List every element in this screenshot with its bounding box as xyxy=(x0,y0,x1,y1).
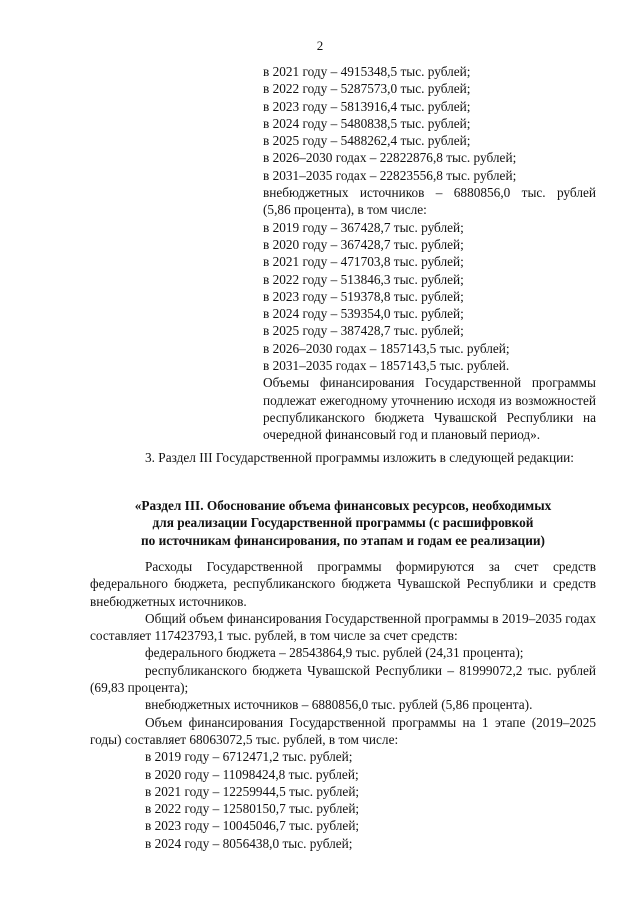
list-item: в 2022 году – 513846,3 тыс. рублей; xyxy=(263,271,464,287)
list-item: в 2024 году – 8056438,0 тыс. рублей; xyxy=(145,835,353,851)
list-item: в 2031–2035 годах – 1857143,5 тыс. рублей. xyxy=(263,358,510,374)
amendment-paragraph: 3. Раздел III Государственной программы изложить в следующей редакции: xyxy=(145,450,574,465)
list-item: в 2021 году – 471703,8 тыс. рублей; xyxy=(263,254,464,270)
list-item: в 2031–2035 годах – 22823556,8 тыс. рублей; xyxy=(263,167,517,183)
list-item: в 2023 году – 5813916,4 тыс. рублей; xyxy=(263,98,471,114)
list-item: в 2020 году – 367428,7 тыс. рублей; xyxy=(263,236,464,252)
item-3 xyxy=(90,449,596,466)
list-item: в 2021 году – 12259944,5 тыс. рублей; xyxy=(145,783,360,799)
heading-line: «Раздел III. Обоснование объема финансовых ресурсов, необходимых xyxy=(134,498,552,513)
list-item: в 2024 году – 539354,0 тыс. рублей; xyxy=(263,306,464,322)
paragraph: республиканского бюджета Чувашской Республики – 81999072,2 тыс. рублей (69,83 процента); xyxy=(90,662,596,696)
list-item: в 2023 году – 10045046,7 тыс. рублей; xyxy=(145,818,360,834)
paragraph: Объем финансирования Государственной программы на 1 этапе (2019–2025 годы) составляет 68063072,5 тыс. рублей, в том числе: xyxy=(90,714,596,747)
section-body xyxy=(90,558,596,852)
list-item: в 2025 году – 387428,7 тыс. рублей; xyxy=(263,323,464,339)
paragraph: федерального бюджета – 28543864,9 тыс. рублей (24,31 процента); xyxy=(145,645,524,661)
list-item: в 2019 году – 6712471,2 тыс. рублей; xyxy=(145,749,353,765)
offbudget-line: внебюджетных источников – 6880856,0 тыс. рублей xyxy=(263,185,596,201)
list-item: в 2020 году – 11098424,8 тыс. рублей; xyxy=(145,766,359,782)
list-item: в 2022 году – 12580150,7 тыс. рублей; xyxy=(145,801,360,817)
list-item: в 2021 году – 4915348,5 тыс. рублей; xyxy=(263,64,471,79)
list-item: в 2023 году – 519378,8 тыс. рублей; xyxy=(263,288,464,304)
list-item: в 2026–2030 годах – 1857143,5 тыс. рублей; xyxy=(263,340,510,356)
page-number: 2 xyxy=(316,38,324,53)
list-item: в 2024 году – 5480838,5 тыс. рублей; xyxy=(263,115,471,131)
list-item: в 2022 году – 5287573,0 тыс. рублей; xyxy=(263,81,471,97)
list-item: в 2026–2030 годах – 22822876,8 тыс. рублей; xyxy=(263,150,517,166)
paragraph: Расходы Государственной программы формируются за счет средств федерального бюджета, республиканского бюджета Чувашской Республики и средств внебюджетных источников. xyxy=(90,559,596,609)
section-heading xyxy=(90,497,596,549)
paragraph: Общий объем финансирования Государственной программы в 2019–2035 годах составляет 117423793,1 тыс. рублей, в том числе за счет средств: xyxy=(90,610,596,644)
heading-line: по источникам финансирования, по этапам и годам ее реализации) xyxy=(141,532,545,548)
paragraph: внебюджетных источников – 6880856,0 тыс. рублей (5,86 процента). xyxy=(145,697,533,713)
financing-column xyxy=(263,63,596,444)
note-paragraph: Объемы финансирования Государственной программы подлежат ежегодному уточнению исходя из возможностей республиканского бюджета Чувашской Республики на очередной финансовый год и плановый период». xyxy=(263,375,596,443)
list-item: в 2025 году – 5488262,4 тыс. рублей; xyxy=(263,133,471,149)
heading-line: для реализации Государственной программы (с расшифровкой xyxy=(152,515,534,531)
offbudget-line: (5,86 процента), в том числе: xyxy=(263,202,427,218)
list-item: в 2019 году – 367428,7 тыс. рублей; xyxy=(263,219,464,235)
